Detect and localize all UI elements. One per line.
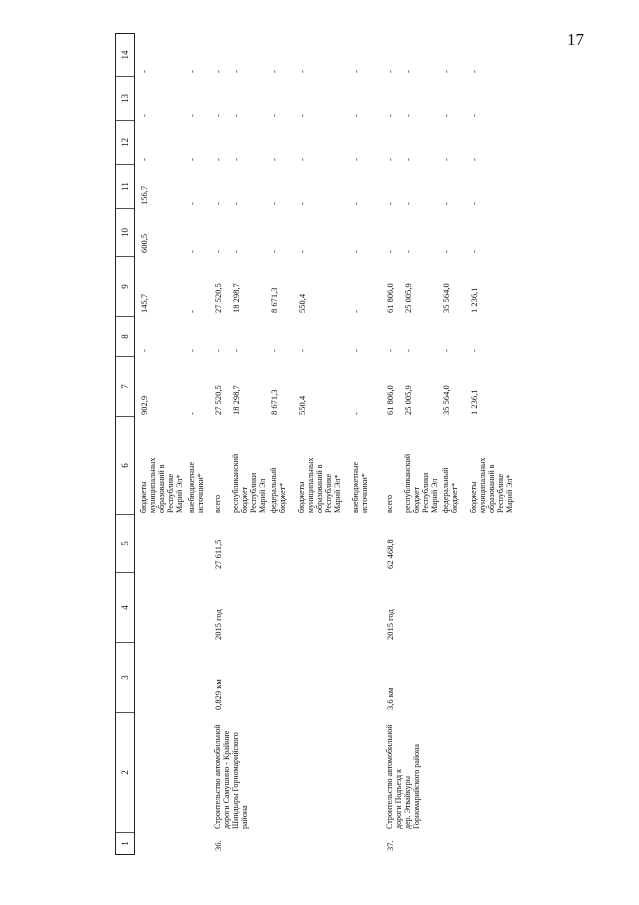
- source-cell: всего: [213, 494, 222, 513]
- value-cell-v11: -: [469, 202, 479, 205]
- header-col-2: 2: [116, 712, 134, 832]
- value-cell-v7: 902,9: [139, 395, 149, 415]
- object-cost: 62 468,8: [385, 539, 395, 569]
- value-cell-v10: -: [297, 250, 307, 253]
- value-cell-v11: -: [231, 202, 241, 205]
- value-cell-v13: -: [403, 114, 413, 117]
- value-cell-v13: -: [187, 114, 197, 117]
- value-cell-v13: -: [139, 114, 149, 117]
- page-number: 17: [567, 30, 584, 49]
- value-cell-v10: -: [351, 250, 361, 253]
- value-cell-v14: -: [231, 70, 241, 73]
- source-cell: бюджеты муниципальных образований в Республике Марий Эл*: [469, 457, 514, 513]
- value-cell-v9: 35 564,0: [441, 283, 451, 313]
- source-cell: федеральный бюджет*: [269, 467, 287, 513]
- source-cell: бюджеты муниципальных образований в Республике Марий Эл*: [139, 457, 184, 513]
- value-cell-v10: -: [231, 250, 241, 253]
- header-col-6: 6: [116, 416, 134, 514]
- value-cell-v13: -: [469, 114, 479, 117]
- rotated-table: [115, 35, 625, 855]
- value-cell-v13: -: [231, 114, 241, 117]
- value-cell-v7: -: [351, 412, 361, 415]
- value-cell-v8: -: [231, 349, 241, 352]
- value-cell-v11: -: [441, 202, 451, 205]
- value-cell-v14: -: [139, 70, 149, 73]
- value-cell-v8: -: [213, 349, 223, 352]
- source-cell: всего: [385, 494, 394, 513]
- value-cell-v13: -: [213, 114, 223, 117]
- value-cell-v12: -: [403, 158, 413, 161]
- value-cell-v10: -: [469, 250, 479, 253]
- value-cell-v11: -: [403, 202, 413, 205]
- value-cell-v10: -: [385, 250, 395, 253]
- value-cell-v8: -: [269, 349, 279, 352]
- value-cell-v8: -: [351, 349, 361, 352]
- header-col-1: 1: [116, 832, 134, 854]
- value-cell-v9: 1 236,1: [469, 287, 479, 313]
- value-cell-v11: 156,7: [139, 185, 149, 205]
- table-body: [133, 35, 623, 855]
- value-cell-v10: -: [403, 250, 413, 253]
- row-number: 36.: [213, 840, 223, 851]
- header-col-12: 12: [116, 120, 134, 164]
- object-length: 0,829 км: [213, 679, 223, 710]
- value-cell-v8: -: [139, 349, 149, 352]
- value-cell-v14: -: [385, 70, 395, 73]
- value-cell-v11: -: [297, 202, 307, 205]
- value-cell-v12: -: [213, 158, 223, 161]
- source-cell: бюджеты муниципальных образований в Республике Марий Эл*: [297, 457, 342, 513]
- value-cell-v14: -: [269, 70, 279, 73]
- value-cell-v12: -: [297, 158, 307, 161]
- value-cell-v13: -: [351, 114, 361, 117]
- value-cell-v9: -: [187, 310, 197, 313]
- value-cell-v9: 145,7: [139, 293, 149, 313]
- object-length: 3,6 км: [385, 687, 395, 710]
- header-col-9: 9: [116, 256, 134, 316]
- value-cell-v14: -: [187, 70, 197, 73]
- value-cell-v12: -: [385, 158, 395, 161]
- value-cell-v10: -: [213, 250, 223, 253]
- object-name: Строительство автомобильной дороги Подъезд к дер. Этвайкуры Горномарийского района: [385, 724, 421, 829]
- row-number: 37.: [385, 840, 395, 851]
- value-cell-v9: 27 520,5: [213, 283, 223, 313]
- value-cell-v9: 25 005,9: [403, 283, 413, 313]
- header-col-3: 3: [116, 642, 134, 712]
- header-col-11: 11: [116, 164, 134, 208]
- value-cell-v7: 61 806,0: [385, 385, 395, 415]
- value-cell-v8: -: [403, 349, 413, 352]
- value-cell-v13: -: [269, 114, 279, 117]
- value-cell-v9: 61 806,0: [385, 283, 395, 313]
- value-cell-v8: -: [469, 349, 479, 352]
- value-cell-v13: -: [385, 114, 395, 117]
- object-year: 2015 год: [385, 609, 395, 640]
- object-year: 2015 год: [213, 609, 223, 640]
- value-cell-v14: -: [469, 70, 479, 73]
- value-cell-v9: 550,4: [297, 293, 307, 313]
- value-cell-v14: -: [351, 70, 361, 73]
- value-cell-v7: 8 671,3: [269, 389, 279, 415]
- source-cell: федеральный бюджет*: [441, 467, 459, 513]
- value-cell-v13: -: [441, 114, 451, 117]
- object-name: Строительство автомобильной дороги Самушино - Крайние Шиндыры Горномарийского района: [213, 724, 249, 829]
- value-cell-v7: -: [187, 412, 197, 415]
- header-col-13: 13: [116, 76, 134, 120]
- value-cell-v13: -: [297, 114, 307, 117]
- value-cell-v11: -: [213, 202, 223, 205]
- header-col-7: 7: [116, 356, 134, 416]
- value-cell-v8: -: [297, 349, 307, 352]
- value-cell-v7: 18 298,7: [231, 385, 241, 415]
- header-col-14: 14: [120, 50, 130, 60]
- value-cell-v7: 27 520,5: [213, 385, 223, 415]
- header-col-10: 10: [116, 208, 134, 256]
- value-cell-v10: -: [269, 250, 279, 253]
- value-cell-v12: -: [187, 158, 197, 161]
- value-cell-v11: -: [269, 202, 279, 205]
- source-cell: республиканский бюджет Республики Марий Эл: [231, 453, 267, 513]
- value-cell-v12: -: [441, 158, 451, 161]
- value-cell-v14: -: [213, 70, 223, 73]
- value-cell-v11: -: [351, 202, 361, 205]
- value-cell-v8: -: [187, 349, 197, 352]
- header-col-4: 4: [116, 572, 134, 642]
- value-cell-v9: 8 671,3: [269, 287, 279, 313]
- source-cell: внебюджетные источники*: [351, 462, 369, 513]
- header-col-8: 8: [116, 316, 134, 356]
- value-cell-v14: -: [297, 70, 307, 73]
- value-cell-v14: -: [403, 70, 413, 73]
- value-cell-v12: -: [139, 158, 149, 161]
- value-cell-v10: -: [187, 250, 197, 253]
- value-cell-v9: -: [351, 310, 361, 313]
- value-cell-v8: -: [385, 349, 395, 352]
- source-cell: республиканский бюджет Республики Марий Эл: [403, 453, 439, 513]
- value-cell-v10: -: [441, 250, 451, 253]
- value-cell-v7: 550,4: [297, 395, 307, 415]
- value-cell-v11: -: [187, 202, 197, 205]
- value-cell-v11: -: [385, 202, 395, 205]
- value-cell-v7: 25 005,9: [403, 385, 413, 415]
- value-cell-v9: 18 298,7: [231, 283, 241, 313]
- value-cell-v8: -: [441, 349, 451, 352]
- source-cell: внебюджетные источники*: [187, 462, 205, 513]
- header-col-5: 5: [116, 514, 134, 572]
- table-header: [115, 33, 135, 855]
- value-cell-v7: 35 564,0: [441, 385, 451, 415]
- value-cell-v14: -: [441, 70, 451, 73]
- object-cost: 27 611,5: [213, 539, 223, 569]
- value-cell-v12: -: [231, 158, 241, 161]
- value-cell-v12: -: [269, 158, 279, 161]
- value-cell-v12: -: [469, 158, 479, 161]
- value-cell-v10: 600,5: [139, 233, 149, 253]
- value-cell-v7: 1 236,1: [469, 389, 479, 415]
- value-cell-v12: -: [351, 158, 361, 161]
